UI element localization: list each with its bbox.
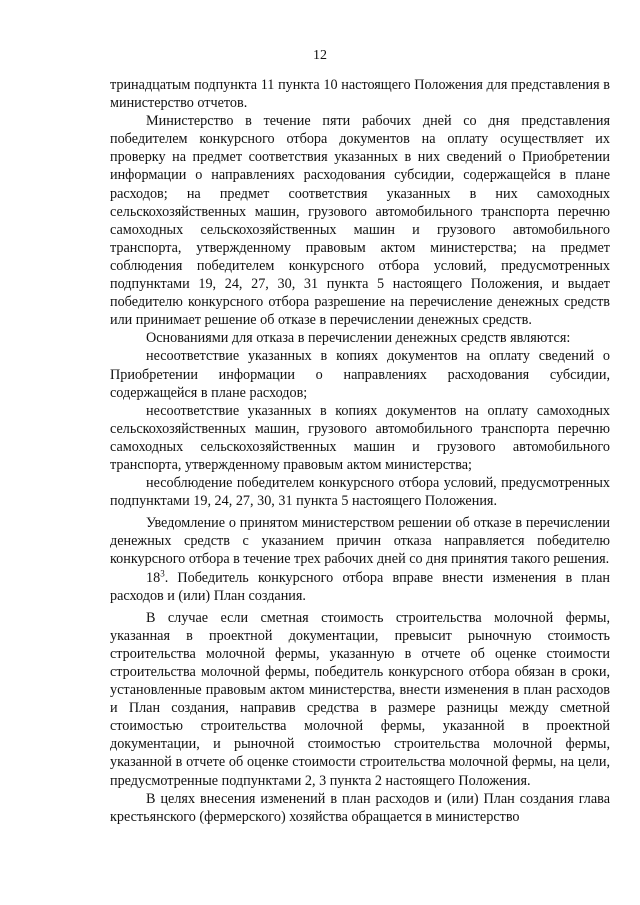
paragraph-3: Основаниями для отказа в перечислении денежных средств являются: (146, 330, 571, 347)
paragraph-9: В случае если сметная стоимость строительства молочной фермы, указанная в проектной документации, превысит рыночную стоимость строительства молочной фермы, указанную в отчете об оценке стоимости строительства молочной фермы, победитель конкурсного отбора обязан в сроки, установленные правовым актом министерства, внести изменения в план расходов и План создания, направив средства в размере разницы между сметной стоимостью строительства молочной фермы, указанной в проектной документации, и рыночной стоимостью строительства молочной фермы, указанной в отчете об оценке стоимости строительства молочной фермы, на цели, предусмотренные подпунктами 2, 3 пункта 2 настоящего Положения. (110, 609, 610, 789)
paragraph-6: несоблюдение победителем конкурсного отбора условий, предусмотренных подпунктами 19, 24, 27, 30, 31 пункта 5 настоящего Положения. (110, 475, 610, 510)
clause-number-superscript: 3 (160, 567, 165, 578)
paragraph-4: несоответствие указанных в копиях документов на оплату сведений о Приобретении информации о направлениях расходования субсидии, содержащейся в плане расходов; (110, 348, 610, 401)
paragraph-1: тринадцатым подпунктa 11 пункта 10 настоящего Положения для представления в министерство отчетов. (110, 77, 610, 112)
paragraph-7: Уведомление о принятом министерством решении об отказе в перечислении денежных средств с указанием причин отказа направляется победителю конкурсного отбора в течение трех рабочих дней со дня принятия такого решения. (110, 515, 610, 568)
clause-number: 18 (146, 569, 161, 586)
paragraph-8 (110, 569, 610, 605)
paragraph-5: несоответствие указанных в копиях документов на оплату самоходных сельскохозяйственных машин, грузового автомобильного транспорта перечню самоходных сельскохозяйственных машин и грузового автомобильного транспорта, утвержденному правовым актом министерства; (110, 402, 610, 473)
paragraph-10: В целях внесения изменений в план расходов и (или) План создания глава крестьянского (фермерского) хозяйства обращается в министерство (110, 790, 610, 825)
page-number: 12 (313, 48, 327, 63)
paragraph-8-text: . Победитель конкурсного отбора вправе внести изменения в план расходов и (или) План создания. (110, 569, 610, 604)
paragraph-2: Министерство в течение пяти рабочих дней со дня представления победителем конкурсного отбора документов на оплату осуществляет их проверку на предмет соответствия указанных в них сведений о Приобретении информации о направлениях расходования субсидии, содержащейся в плане расходов; на предмет соответствия указанных в них самоходных сельскохозяйственных машин, грузового автомобильного транспорта перечню самоходных сельскохозяйственных машин и грузового автомобильного транспорта, утвержденному правовым актом министерства; на предмет соблюдения победителем конкурсного отбора условий, предусмотренных подпунктами 19, 24, 27, 30, 31 пункта 5 настоящего Положения, и выдает победителю конкурсного отбора разрешение на перечисление денежных средств или принимает решение об отказе в перечислении денежных средств. (110, 113, 610, 329)
document-body (110, 76, 610, 826)
